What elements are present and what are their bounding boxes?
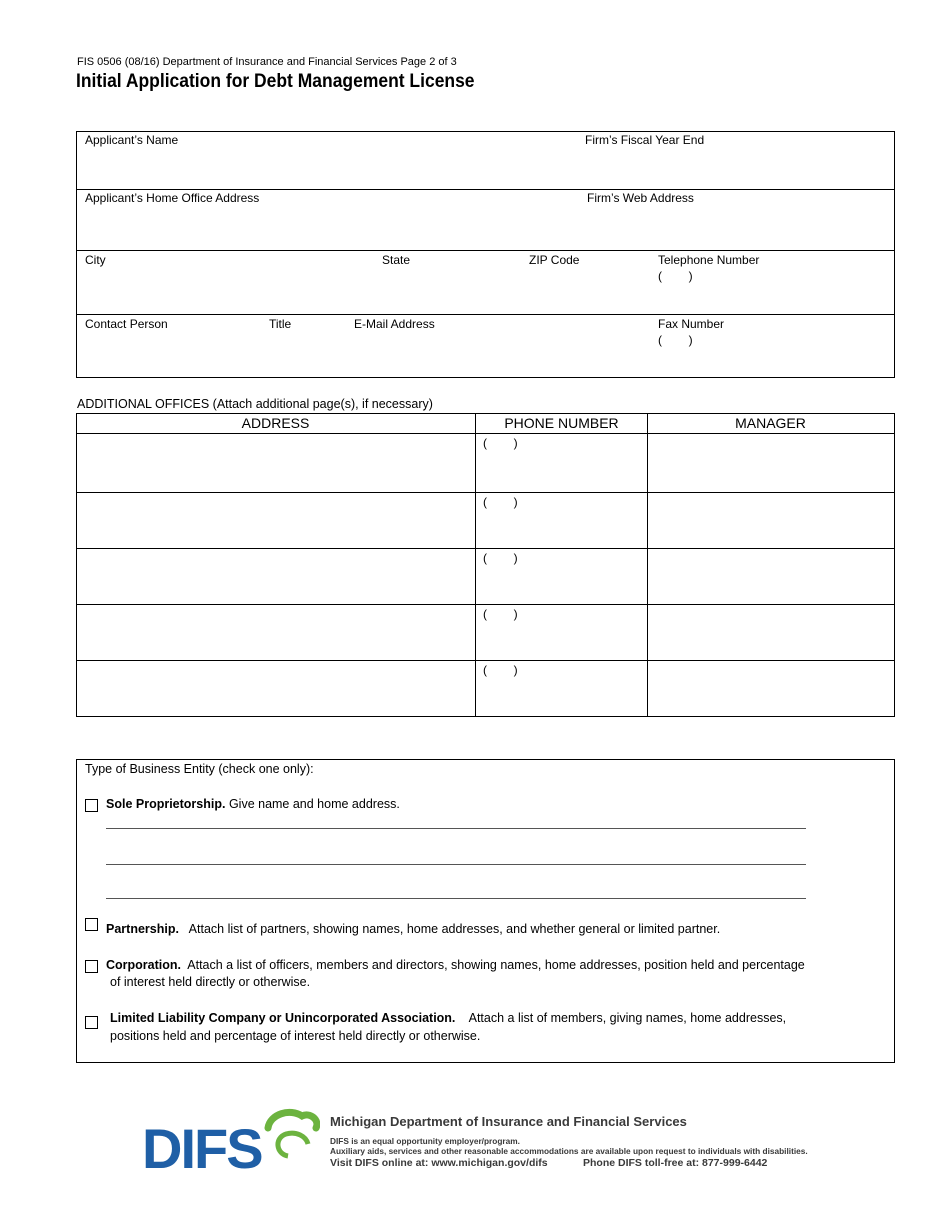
sole-proprietorship-checkbox[interactable]: [85, 799, 98, 812]
underline: [106, 828, 806, 829]
col-address: ADDRESS: [241, 415, 310, 431]
additional-offices-heading: ADDITIONAL OFFICES (Attach additional page(s), if necessary): [77, 397, 433, 411]
footer-visit: Visit DIFS online at: www.michigan.gov/difs: [330, 1157, 548, 1169]
applicant-name-label: Applicant’s Name: [85, 133, 179, 147]
difs-logo-graphic: [140, 1106, 320, 1176]
fax-parens: ( ): [658, 333, 693, 347]
corporation-option-line2: of interest held directly or otherwise.: [110, 975, 311, 989]
partnership-checkbox[interactable]: [85, 918, 98, 931]
llc-checkbox[interactable]: [85, 1016, 98, 1029]
office-phone-parens: ( ): [483, 663, 518, 677]
underline: [106, 898, 806, 899]
state-label: State: [382, 253, 411, 267]
footer-phone: Phone DIFS toll-free at: 877-999-6442: [583, 1157, 768, 1169]
contact-label: Contact Person: [85, 317, 168, 331]
office-phone-parens: ( ): [483, 607, 518, 621]
web-address-label: Firm’s Web Address: [587, 191, 694, 205]
home-office-label: Applicant’s Home Office Address: [85, 191, 260, 205]
title-label: Title: [269, 317, 292, 331]
office-phone-parens: ( ): [483, 495, 518, 509]
zip-label: ZIP Code: [529, 253, 580, 267]
entity-heading: Type of Business Entity (check one only):: [85, 762, 314, 776]
col-phone: PHONE NUMBER: [504, 415, 619, 431]
office-phone-parens: ( ): [483, 436, 518, 450]
city-label: City: [85, 253, 106, 267]
logo-text: DIFS: [142, 1117, 262, 1176]
email-label: E-Mail Address: [354, 317, 435, 331]
underline: [106, 864, 806, 865]
sole-proprietorship-option: Sole Proprietorship. Give name and home address.: [106, 797, 400, 811]
llc-option: Limited Liability Company or Unincorporated Association. Attach a list of members, giving names, home addresses,: [110, 1011, 787, 1025]
col-manager: MANAGER: [735, 415, 806, 431]
telephone-parens: ( ): [658, 269, 693, 283]
difs-logo: [140, 1106, 320, 1176]
corporation-checkbox[interactable]: [85, 960, 98, 973]
footer-line2: Auxiliary aids, services and other reasonable accommodations are available upon request to individuals with disabilities.: [330, 1146, 808, 1156]
fax-label: Fax Number: [658, 317, 725, 331]
footer-line1: DIFS is an equal opportunity employer/program.: [330, 1136, 520, 1146]
partnership-option: Partnership. Attach list of partners, showing names, home addresses, and whether general or limited partner.: [106, 922, 721, 936]
form-info: FIS 0506 (08/16) Department of Insurance and Financial Services Page 2 of 3: [77, 56, 457, 68]
footer-org: Michigan Department of Insurance and Financial Services: [330, 1114, 687, 1129]
corporation-option: Corporation. Attach a list of officers, members and directors, showing names, home addresses, position held and percentage: [106, 958, 805, 972]
telephone-label: Telephone Number: [658, 253, 760, 267]
page-title: Initial Application for Debt Management License: [76, 71, 475, 92]
office-phone-parens: ( ): [483, 551, 518, 565]
applicant-info-box: [76, 131, 895, 378]
fiscal-year-label: Firm’s Fiscal Year End: [585, 133, 705, 147]
llc-option-line2: positions held and percentage of interest held directly or otherwise.: [110, 1029, 481, 1043]
